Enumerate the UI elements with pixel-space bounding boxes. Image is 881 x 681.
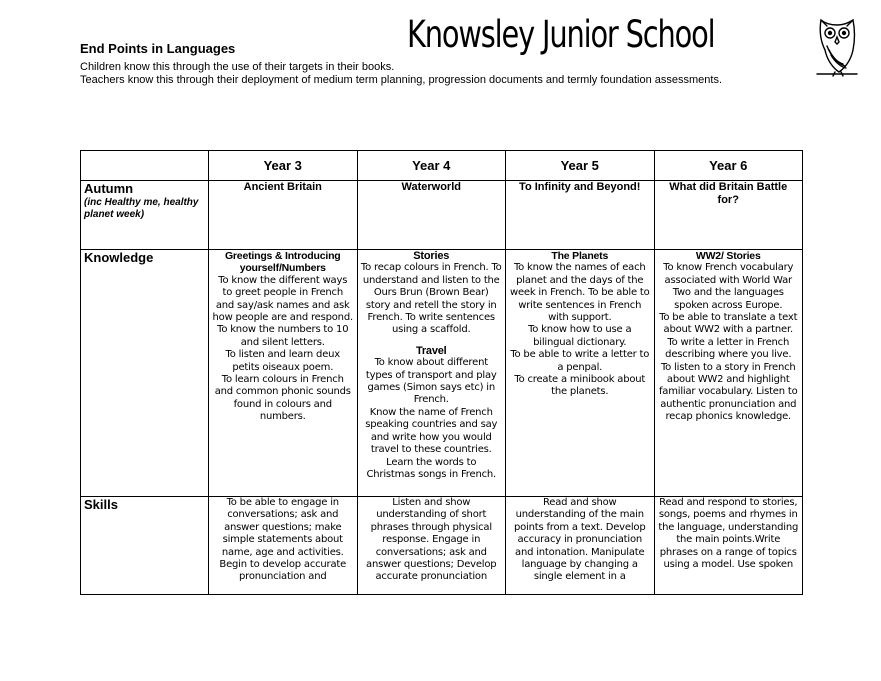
knowledge-year-4-text-travel: To know about different types of transport and play games (Simon says etc) in French. Know the name of French speaking countries and say and write how you would travel to these countries. Learn the words to Christmas songs in French.: [365, 357, 498, 480]
knowledge-year-3-text: To know the different ways to greet people in French and say/ask names and ask how people are and respond. To know the numbers to 10 and silent letters. To listen and learn deux petits oiseaux poem. To learn colours in French and common phonic sounds found in colours and numbers.: [212, 274, 353, 423]
topic-year-4: Waterworld: [357, 181, 506, 250]
topic-year-5: To Infinity and Beyond!: [506, 181, 655, 250]
skills-year-5: [506, 497, 655, 595]
skills-year-3-text: To be able to engage in conversations; ask and answer questions; make simple statements about name, age and activities. Begin to develop accurate pronunciation and: [219, 497, 347, 583]
knowledge-year-6: [654, 250, 803, 497]
column-header-year-5: Year 5: [506, 151, 655, 181]
knowledge-year-6-heading: WW2/ Stories: [695, 250, 761, 262]
header-blank-cell: [81, 151, 209, 181]
skills-label: Skills: [84, 497, 118, 512]
skills-year-6-text: Read and respond to stories, songs, poems and rhymes in the language, understanding the main points.Write phrases on a range of topics using a model. Use spoken: [658, 497, 799, 571]
column-header-year-6: Year 6: [654, 151, 803, 181]
knowledge-year-4-heading-travel: Travel: [415, 344, 447, 357]
autumn-sublabel: (inc Healthy me, healthy planet week): [84, 197, 199, 220]
knowledge-year-5-heading: The Planets: [551, 250, 609, 262]
knowledge-year-5-text: To know the names of each planet and the days of the week in French. To be able to write sentences in French with support. To know how to use a bilingual dictionary. To be able to write a letter to a penpal. To create a minibook about the planets.: [509, 262, 650, 398]
knowledge-year-4-heading-stories: Stories: [413, 250, 450, 262]
column-header-year-4: Year 4: [357, 151, 506, 181]
table-row-skills: [81, 497, 803, 595]
skills-year-5-text: Read and show understanding of the main points from a text. Develop accuracy in pronunciation and intonation. Manipulate language by changing a single element in a: [513, 497, 646, 583]
table-header-row: [81, 151, 803, 181]
row-header-skills: [81, 497, 209, 595]
knowledge-label: Knowledge: [84, 250, 154, 265]
topic-year-6: What did Britain Battle for?: [654, 181, 803, 250]
intro-line-children: Children know this through the use of their targets in their books.: [80, 61, 395, 73]
table-row-autumn: [81, 181, 803, 250]
knowledge-year-5: [506, 250, 655, 497]
knowledge-year-3: [209, 250, 358, 497]
row-header-autumn: [81, 181, 209, 250]
intro-text: [80, 61, 722, 87]
column-header-year-3: Year 3: [209, 151, 358, 181]
knowledge-year-4-text-stories: To recap colours in French. To understand and listen to the Ours Brun (Brown Bear) story and retell the story in French. To write sentences using a scaffold.: [360, 262, 502, 336]
skills-year-4: [357, 497, 506, 595]
end-points-table: [80, 150, 803, 595]
skills-year-4-text: Listen and show understanding of short phrases through physical response. Engage in conversations; ask and answer questions; Develop accurate pronunciation: [366, 497, 497, 583]
autumn-label: Autumn: [84, 181, 134, 196]
topic-year-3: Ancient Britain: [209, 181, 358, 250]
intro-line-teachers: Teachers know this through their deployment of medium term planning, progression documents and termly foundation assessments.: [80, 74, 723, 86]
knowledge-year-3-heading: Greetings & Introducing yourself/Numbers: [224, 250, 341, 275]
knowledge-year-6-text: To know French vocabulary associated with World War Two and the languages spoken across Europe. To be able to translate a text about WW2 with a partner. To write a letter in French describing where you live. To listen to a story in French about WW2 and highlight familiar vocabulary. Listen to authentic pronunciation and recap phonics knowledge.: [658, 262, 798, 423]
owl-icon: [815, 12, 859, 78]
school-name: Knowsley Junior School: [407, 13, 715, 56]
knowledge-year-4: [357, 250, 506, 497]
page-title: End Points in Languages: [80, 41, 236, 56]
row-header-knowledge: [81, 250, 209, 497]
table-row-knowledge: [81, 250, 803, 497]
skills-year-3: [209, 497, 358, 595]
skills-year-6: [654, 497, 803, 595]
